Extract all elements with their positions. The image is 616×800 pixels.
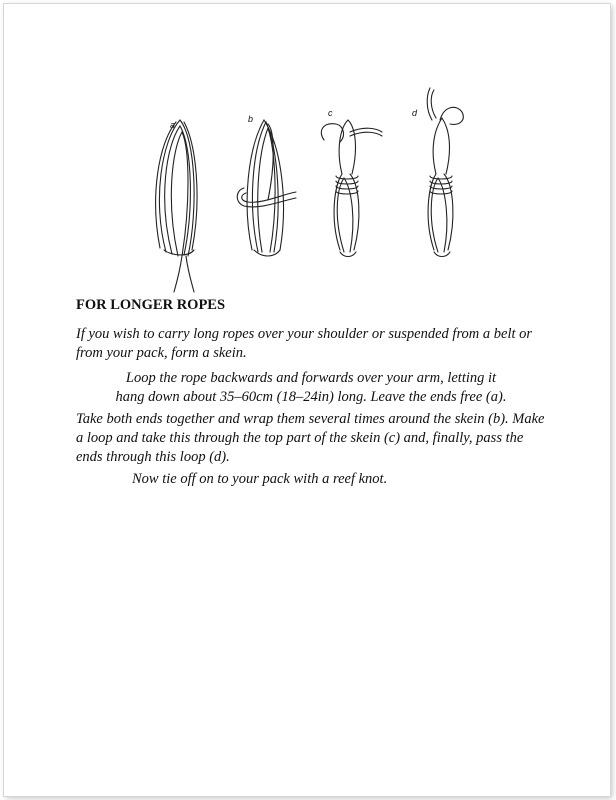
rope-skein-drawing: [144, 80, 480, 300]
label-a: a: [170, 120, 176, 130]
step3-paragraph: Now tie off on to your pack with a reef knot.: [132, 471, 388, 487]
skein-step-c: [321, 120, 382, 257]
document-page: [4, 4, 610, 796]
step1-line1: Loop the rope backwards and forwards over your arm, letting it: [125, 370, 497, 386]
label-c: c: [328, 108, 333, 118]
step2-paragraph: Take both ends together and wrap them several times around the skein (b). Make a loop and take this through the top part of the skein (c) and, finally, pass the ends through this loop (d).: [76, 411, 545, 465]
rope-skein-illustration: [144, 80, 480, 300]
step1-paragraph: [76, 369, 546, 407]
label-d: d: [412, 108, 418, 118]
intro-paragraph: If you wish to carry long ropes over your shoulder or suspended from a belt or from your pack, form a skein.: [76, 326, 533, 361]
skein-step-b: [237, 120, 296, 256]
skein-step-a: [156, 120, 197, 292]
skein-step-d: [427, 88, 463, 257]
label-b: b: [248, 114, 254, 124]
section-heading: FOR LONGER ROPES: [76, 297, 226, 313]
step1-line2: hang down about 35–60cm (18–24in) long. Leave the ends free (a).: [115, 389, 507, 405]
